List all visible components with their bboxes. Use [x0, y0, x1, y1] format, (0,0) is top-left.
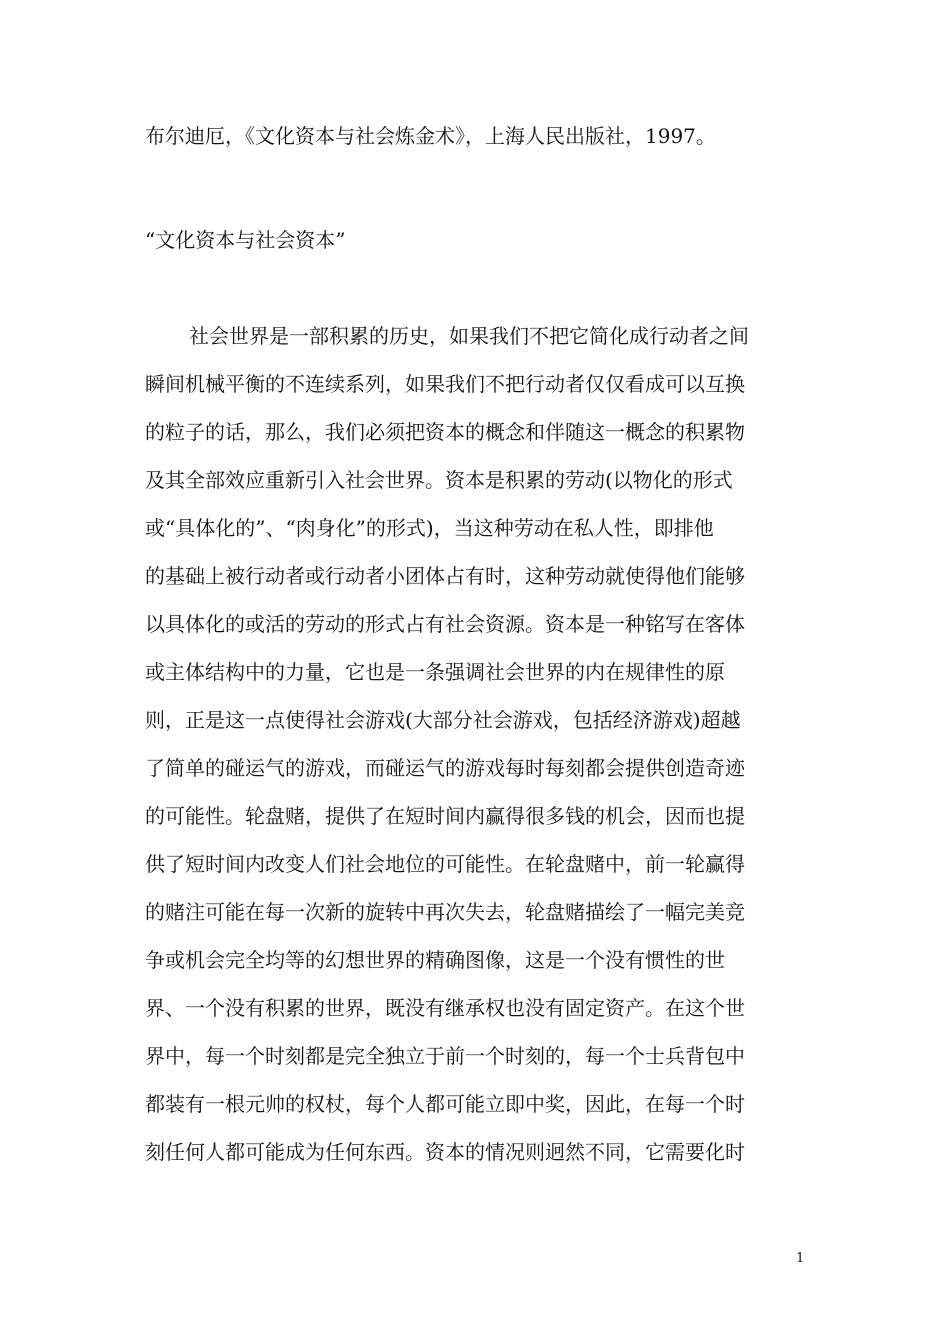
paragraph-line: 都装有一根元帅的权杖，每个人都可能立即中奖，因此，在每一个时 — [145, 1092, 745, 1116]
paragraph-line: 刻任何人都可能成为任何东西。资本的情况则迥然不同，它需要化时 — [145, 1140, 745, 1164]
paragraph-line: 以具体化的或活的劳动的形式占有社会资源。资本是一种铭写在客体 — [145, 612, 745, 636]
paragraph-line: 界、一个没有积累的世界，既没有继承权也没有固定资产。在这个世 — [145, 996, 745, 1020]
paragraph-line: 界中，每一个时刻都是完全独立于前一个时刻的，每一个士兵背包中 — [145, 1044, 745, 1068]
paragraph-line: 供了短时间内改变人们社会地位的可能性。在轮盘赌中，前一轮赢得 — [145, 852, 745, 876]
paragraph-line: 了简单的碰运气的游戏，而碰运气的游戏每时每刻都会提供创造奇迹 — [145, 756, 745, 780]
paragraph-line: 或“具体化的”、“肉身化”的形式)，当这种劳动在私人性，即排他 — [145, 516, 714, 540]
paragraph-line: 争或机会完全均等的幻想世界的精确图像，这是一个没有惯性的世 — [145, 948, 725, 972]
citation-line: 布尔迪厄，《文化资本与社会炼金术》，上海人民出版社，1997。 — [145, 124, 716, 148]
paragraph-line: 的基础上被行动者或行动者小团体占有时，这种劳动就使得他们能够 — [145, 564, 745, 588]
paragraph-line: 的可能性。轮盘赌，提供了在短时间内赢得很多钱的机会，因而也提 — [145, 804, 745, 828]
paragraph-line: 及其全部效应重新引入社会世界。资本是积累的劳动(以物化的形式 — [145, 468, 733, 492]
paragraph-line: 的赌注可能在每一次新的旋转中再次失去，轮盘赌描绘了一幅完美竞 — [145, 900, 745, 924]
paragraph-line: 或主体结构中的力量，它也是一条强调社会世界的内在规律性的原 — [145, 660, 725, 684]
paragraph-line: 则，正是这一点使得社会游戏(大部分社会游戏，包括经济游戏)超越 — [145, 708, 741, 732]
paragraph-line: 瞬间机械平衡的不连续系列，如果我们不把行动者仅仅看成可以互换 — [145, 372, 745, 396]
paragraph-line: 的粒子的话，那么，我们必须把资本的概念和伴随这一概念的积累物 — [145, 420, 745, 444]
page-number: 1 — [796, 1251, 805, 1266]
body-paragraph — [145, 316, 809, 1180]
section-title: “文化资本与社会资本” — [145, 228, 346, 252]
paragraph-line: 社会世界是一部积累的历史，如果我们不把它简化成行动者之间 — [189, 324, 749, 348]
